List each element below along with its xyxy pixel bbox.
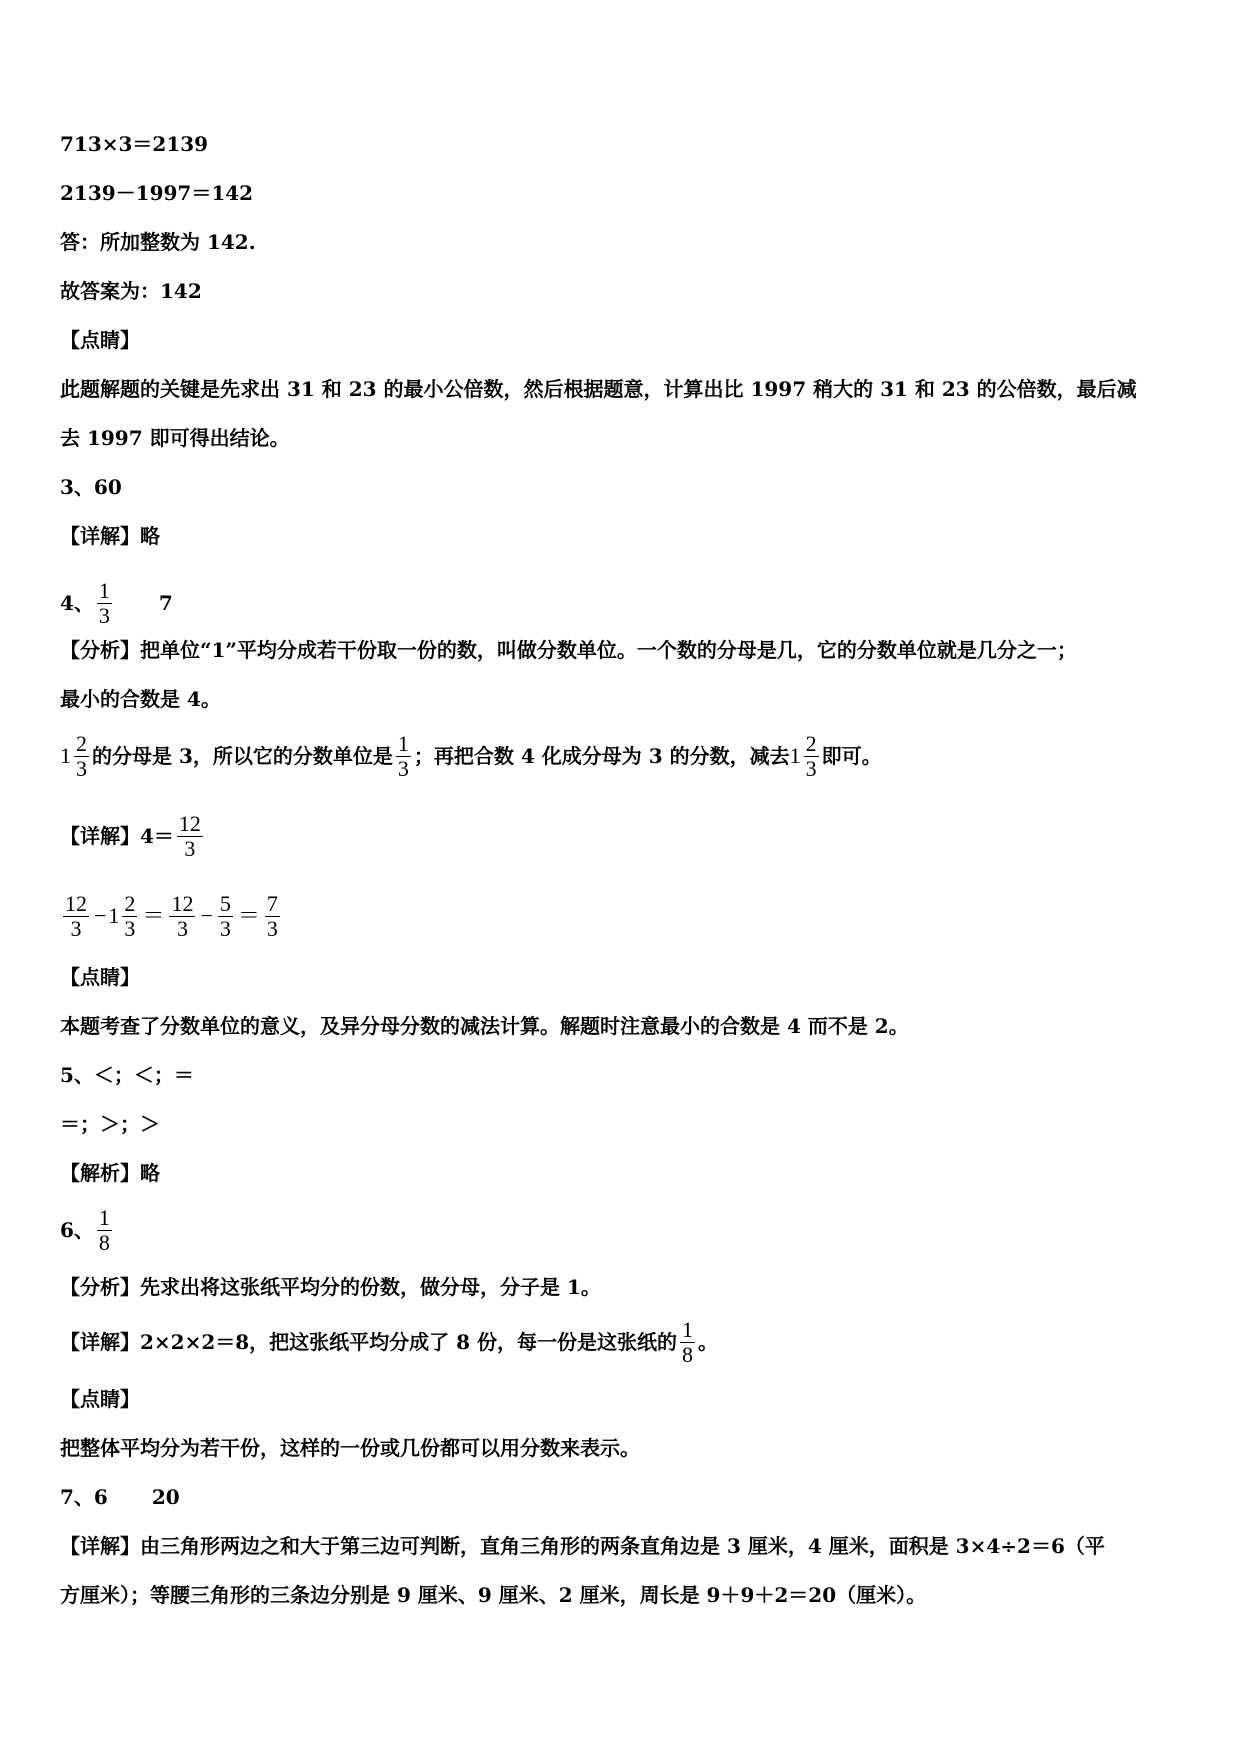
text-line: [60, 377, 1190, 401]
section-heading: 【点睛】: [60, 328, 140, 352]
paragraph-text: ；再把合数 4 化成分母为 3 的分数，减去: [413, 744, 790, 768]
fraction-denominator: 8: [98, 1229, 110, 1255]
paragraph-text: 。: [698, 1330, 719, 1354]
mixed-number-whole: 1: [789, 743, 801, 768]
question-answer: 7、6: [60, 1485, 108, 1509]
section-heading: 【点睛】: [60, 965, 140, 989]
text-line: [60, 1112, 1190, 1136]
fraction-denominator: 3: [397, 755, 409, 781]
text-line: [60, 726, 1190, 786]
question-answer: 5、＜；＜；＝: [60, 1063, 194, 1087]
mixed-number-whole: 1: [108, 903, 120, 928]
fraction-denominator: 3: [176, 915, 188, 941]
paragraph-text: 的分母是 3，所以它的分数单位是: [92, 744, 393, 768]
paragraph-text: 【详解】2×2×2＝8，把这张纸平均分成了 8 份，每一份是这张纸的: [60, 1330, 678, 1354]
text-line: [60, 1485, 1190, 1509]
fraction-numerator: 12: [178, 810, 201, 836]
text-line: [60, 1534, 1190, 1558]
fraction-numerator: 12: [171, 890, 194, 916]
fraction-numerator: 1: [98, 1204, 110, 1230]
fraction: [169, 892, 195, 941]
fraction: [680, 1318, 695, 1367]
fraction-numerator: 1: [682, 1316, 694, 1342]
paragraph-text: 本题考查了分数单位的意义，及异分母分数的减法计算。解题时注意最小的合数是 4 而不是 2。: [60, 1014, 909, 1038]
paragraph-text: 【分析】把单位“1”平均分成若干份取一份的数，叫做分数单位。一个数的分母是几，它的分数单位就是几分之一；: [60, 638, 1077, 662]
question-answer: 3、60: [60, 475, 122, 499]
fraction: [396, 732, 411, 781]
paragraph-text: 【详解】由三角形两边之和大于第三边可判断，直角三角形的两条直角边是 3 厘米，4 厘米，面积是 3×4÷2＝6（平: [60, 1534, 1105, 1558]
fraction-denominator: 3: [219, 915, 231, 941]
minus-sign: −: [94, 903, 107, 928]
paragraph-text: 此题解题的关键是先求出 31 和 23 的最小公倍数，然后根据题意，计算出比 1997 稍大的 31 和 23 的公倍数，最后减: [60, 377, 1137, 401]
equation-line: [60, 886, 1190, 946]
text-line: [60, 573, 1190, 633]
fraction-denominator: 3: [76, 755, 87, 781]
fraction-denominator: 3: [70, 915, 82, 941]
paragraph-text: 把整体平均分为若干份，这样的一份或几份都可以用分数来表示。: [60, 1436, 640, 1460]
text-line: [60, 1275, 1190, 1299]
fraction: [63, 892, 89, 941]
text-line: [60, 1387, 1190, 1411]
fraction: [804, 732, 819, 781]
fraction-numerator: 2: [805, 730, 817, 756]
mixed-number-whole: 1: [60, 743, 71, 768]
text-line: [60, 806, 1190, 866]
equation-text: 2139－1997＝142: [60, 181, 254, 205]
question-answer: 20: [151, 1485, 180, 1509]
fraction: [74, 732, 89, 781]
paragraph-text: 即可。: [821, 744, 882, 768]
question-number: 6、: [60, 1218, 94, 1242]
fraction-denominator: 3: [266, 915, 278, 941]
paragraph-text: 【分析】先求出将这张纸平均分的份数，做分母，分子是 1。: [60, 1275, 601, 1299]
fraction-denominator: 3: [184, 835, 196, 861]
fraction-denominator: 3: [124, 915, 136, 941]
fraction: [218, 892, 233, 941]
answer-text: 答：所加整数为 142.: [60, 230, 256, 254]
text-line: [60, 426, 1190, 450]
paragraph-text: 方厘米）；等腰三角形的三条边分别是 9 厘米、9 厘米、2 厘米，周长是 9＋9＋2＝20（厘米）。: [60, 1583, 927, 1607]
text-line: [60, 1312, 1190, 1372]
fraction: [97, 1206, 112, 1255]
fraction-numerator: 1: [98, 577, 110, 603]
question-number: 4、: [60, 591, 94, 615]
equals-sign: ＝: [237, 903, 260, 928]
fraction-denominator: 3: [98, 602, 110, 628]
question-answer: 7: [158, 591, 173, 615]
text-line: [60, 638, 1190, 662]
text-line: [60, 965, 1190, 989]
fraction-denominator: 8: [682, 1341, 694, 1367]
fraction-denominator: 3: [805, 755, 817, 781]
text-line: [60, 1063, 1190, 1087]
fraction-numerator: 1: [397, 730, 409, 756]
question-answer: ＝；＞；＞: [60, 1112, 160, 1136]
text-line: [60, 132, 1190, 156]
equals-sign: ＝: [142, 903, 165, 928]
text-line: [60, 1200, 1190, 1260]
fraction: [97, 579, 112, 628]
text-line: [60, 328, 1190, 352]
fraction-numerator: 12: [65, 890, 87, 916]
paragraph-text: 最小的合数是 4。: [60, 687, 221, 711]
fraction-numerator: 5: [219, 890, 231, 916]
text-line: [60, 181, 1190, 205]
text-line: [60, 1436, 1190, 1460]
text-line: [60, 1583, 1190, 1607]
paragraph-text: 去 1997 即可得出结论。: [60, 426, 290, 450]
fraction: [265, 892, 280, 941]
section-heading: 【详解】略: [60, 524, 160, 548]
section-heading: 【点睛】: [60, 1387, 140, 1411]
text-line: [60, 230, 1190, 254]
text-line: [60, 475, 1190, 499]
minus-sign: −: [200, 903, 213, 928]
section-heading: 【解析】略: [60, 1161, 160, 1185]
fraction-numerator: 2: [76, 730, 87, 756]
fraction-numerator: 2: [124, 890, 136, 916]
text-line: [60, 687, 1190, 711]
fraction: [122, 892, 137, 941]
fraction: [177, 812, 203, 861]
fraction-numerator: 7: [266, 890, 278, 916]
equation-text: 713×3＝2139: [60, 132, 209, 156]
section-heading: 【详解】4＝: [60, 824, 174, 848]
text-line: [60, 1014, 1190, 1038]
text-line: [60, 279, 1190, 303]
answer-text: 故答案为：142: [60, 279, 202, 303]
text-line: [60, 524, 1190, 548]
text-line: [60, 1161, 1190, 1185]
